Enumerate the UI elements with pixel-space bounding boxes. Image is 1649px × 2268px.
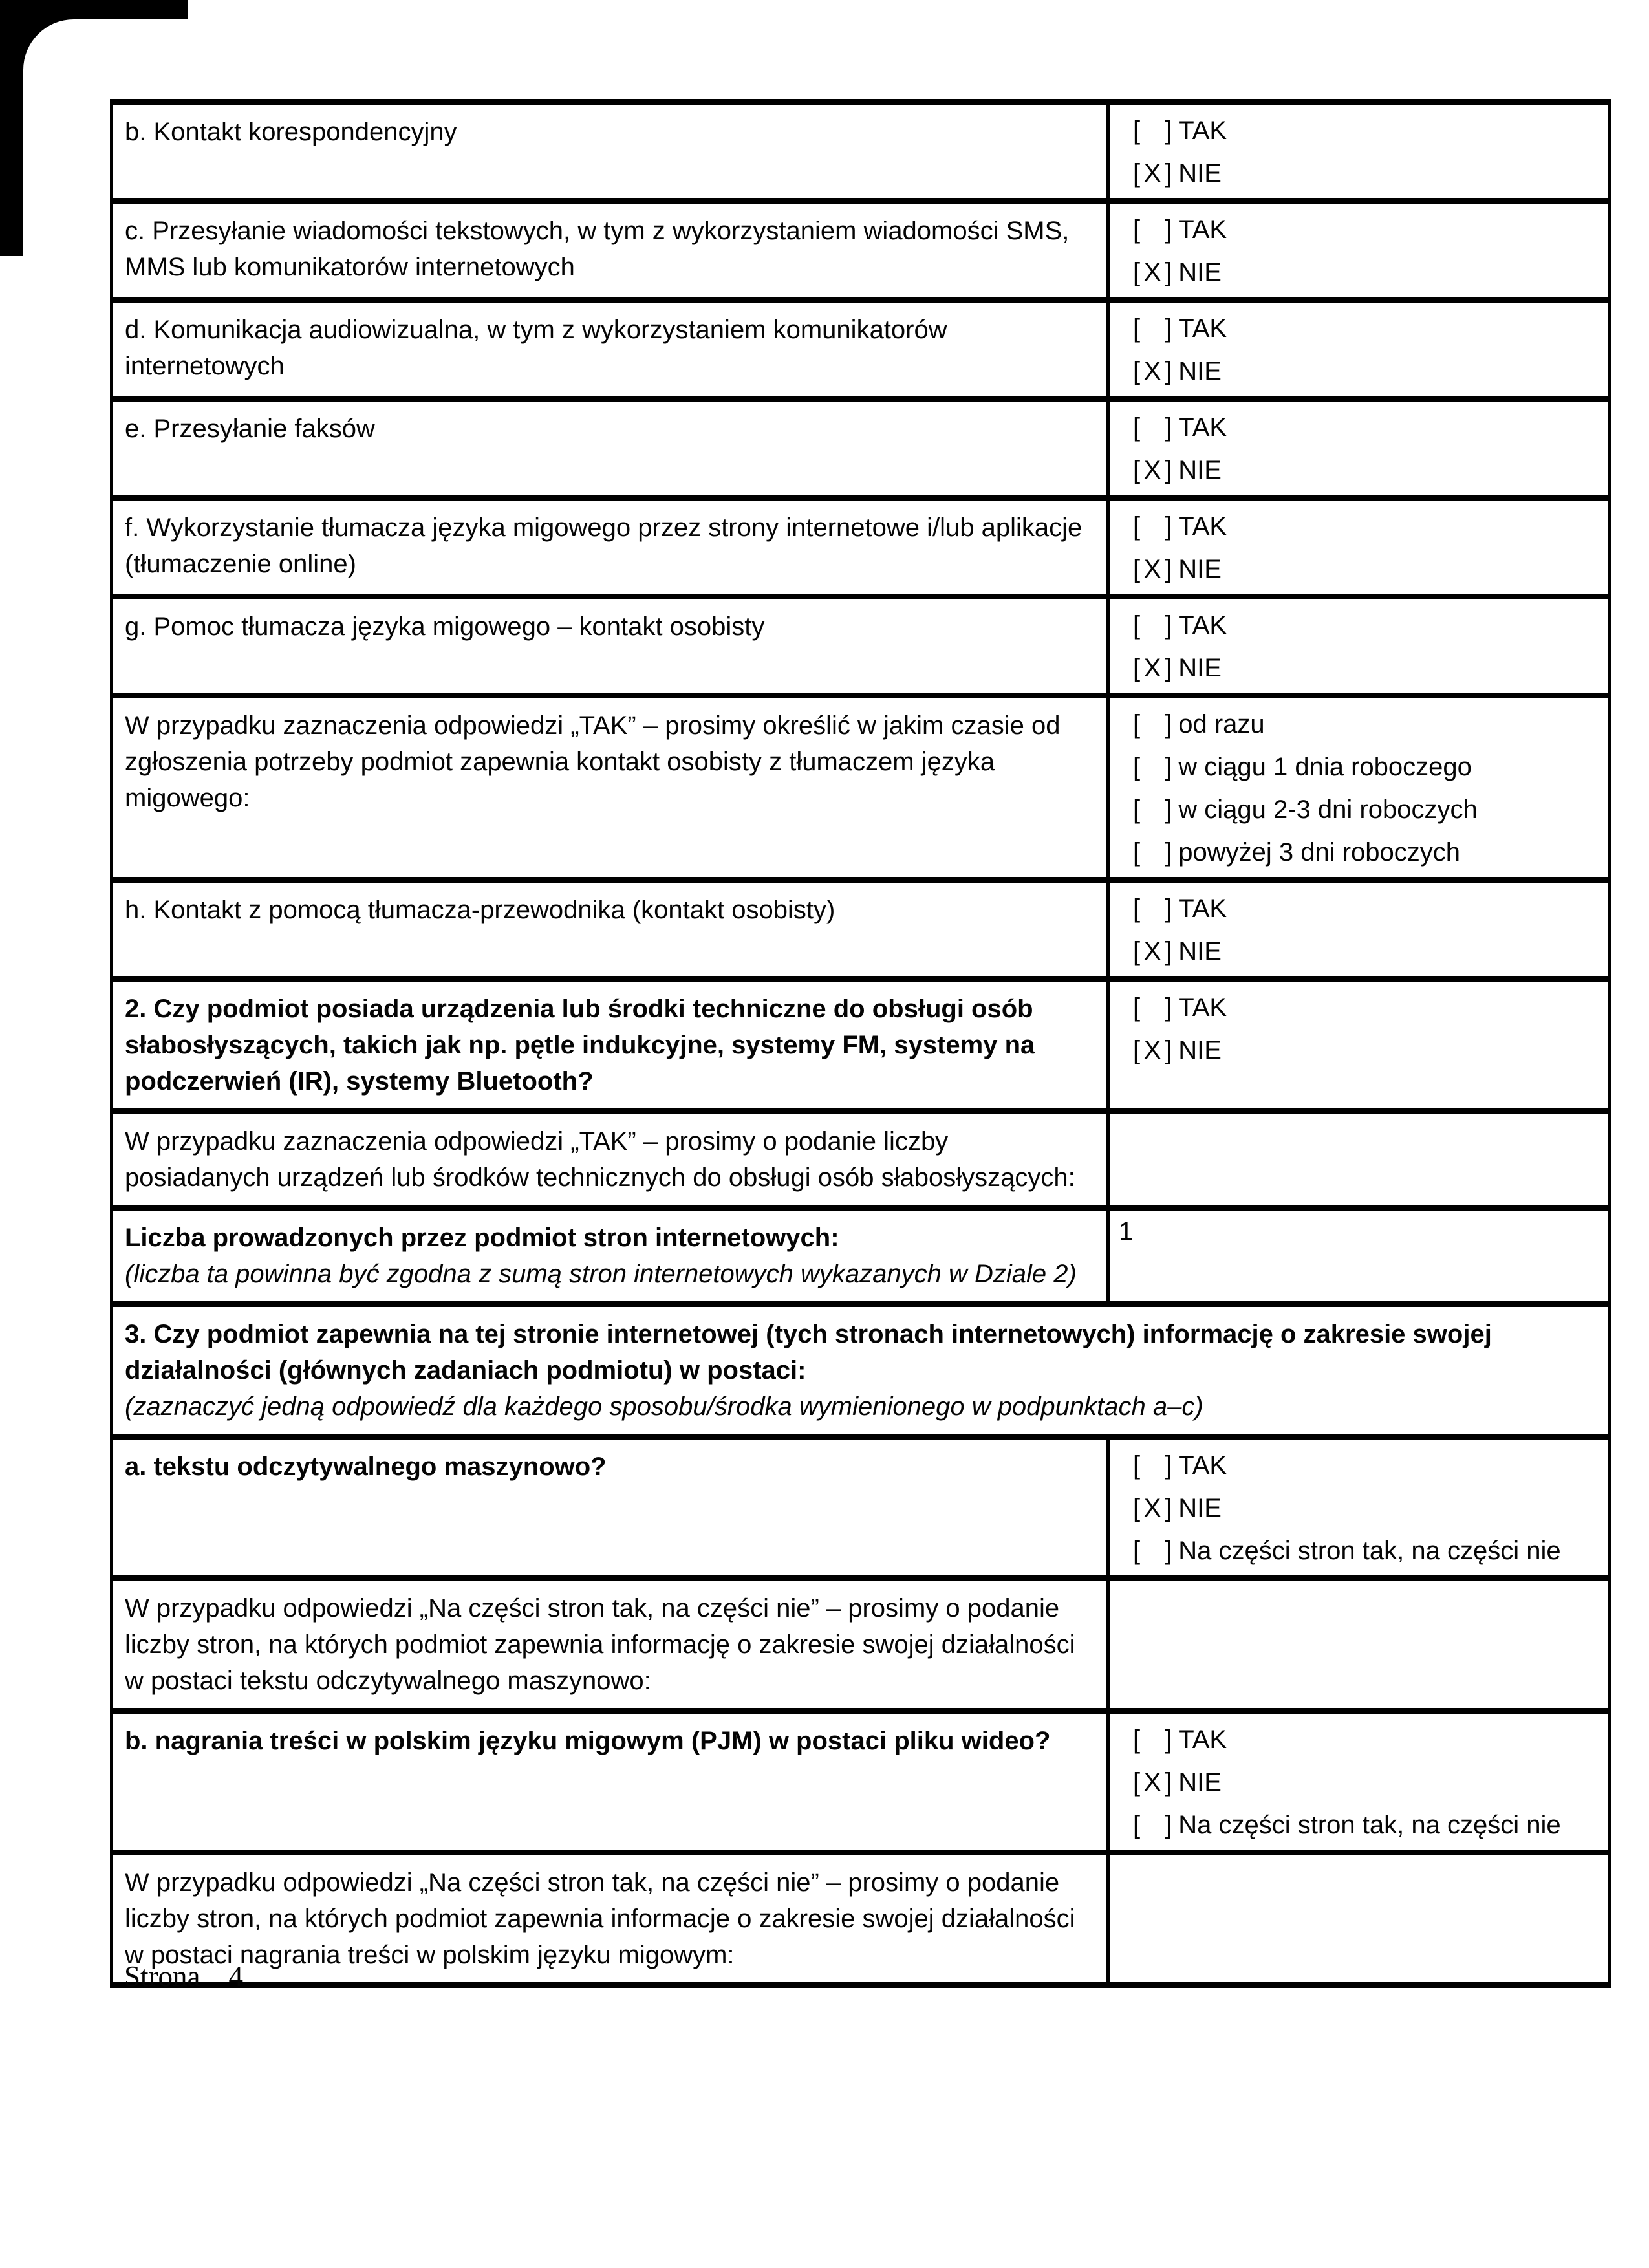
question-text: 3. Czy podmiot zapewnia na tej stronie internetowej (tych stronach internetowych) informację o zakresie swojej działalności (głównych zadaniach podmiotu) w postaci: — [125, 1320, 1492, 1385]
table-row — [113, 402, 1608, 501]
option-label: Na części stron tak, na części nie — [1178, 1811, 1561, 1839]
table-row — [113, 698, 1608, 883]
option-label: NIE — [1178, 1494, 1222, 1522]
question-text: W przypadku odpowiedzi „Na części stron tak, na części nie” – prosimy o podanie liczby stron, na których podmiot zapewnia informację o zakresie swojej działalności w postaci tekstu odczytywalnego maszynowo: — [125, 1594, 1075, 1695]
option-label: NIE — [1178, 159, 1222, 188]
option-label: TAK — [1178, 894, 1227, 923]
checkbox-option — [1133, 1490, 1604, 1526]
checkbox-option — [1133, 211, 1604, 248]
checkbox-option — [1133, 1807, 1604, 1843]
answer-cell — [1110, 1440, 1608, 1575]
checkbox-unchecked-icon: [ ] — [1133, 1451, 1172, 1480]
answer-cell — [1110, 1114, 1608, 1205]
checkbox-unchecked-icon: [ ] — [1133, 1537, 1172, 1565]
checkbox-unchecked-icon: [ ] — [1133, 1725, 1172, 1754]
answer-cell — [1110, 698, 1608, 877]
question-text: (liczba ta powinna być zgodna z sumą stron internetowych wykazanych w Dziale 2) — [125, 1260, 1077, 1288]
checkbox-unchecked-icon: [ ] — [1133, 215, 1172, 244]
question-text: g. Pomoc tłumacza języka migowego – kontakt osobisty — [125, 612, 765, 641]
checkbox-option — [1133, 452, 1604, 488]
answer-cell — [1110, 599, 1608, 693]
table-row — [113, 883, 1608, 982]
option-label: NIE — [1178, 1036, 1222, 1064]
checkbox-unchecked-icon: [ ] — [1133, 894, 1172, 923]
answer-cell — [1110, 501, 1608, 594]
question-cell — [113, 1211, 1110, 1301]
table-row — [113, 1714, 1608, 1855]
question-cell — [113, 303, 1110, 396]
page-footer — [124, 1960, 243, 1993]
checkbox-option — [1133, 1533, 1604, 1569]
option-label: NIE — [1178, 456, 1222, 484]
option-label: NIE — [1178, 555, 1222, 583]
option-label: TAK — [1178, 215, 1227, 244]
question-cell — [113, 1581, 1110, 1708]
answer-cell — [1110, 402, 1608, 495]
question-text: W przypadku zaznaczenia odpowiedzi „TAK” – prosimy określić w jakim czasie od zgłoszenia potrzeby podmiot zapewnia kontakt osobisty z tłumaczem języka migowego: — [125, 711, 1061, 812]
question-cell — [113, 501, 1110, 594]
checkbox-option — [1133, 706, 1604, 742]
question-text: b. Kontakt korespondencyjny — [125, 118, 457, 146]
question-cell — [113, 1307, 1608, 1434]
checkbox-checked-icon: [ X ] — [1133, 1036, 1172, 1064]
question-text: Liczba prowadzonych przez podmiot stron internetowych: — [125, 1224, 839, 1252]
answer-cell — [1110, 1714, 1608, 1850]
checkbox-checked-icon: [ X ] — [1133, 1768, 1172, 1797]
answer-cell — [1110, 982, 1608, 1108]
checkbox-option — [1133, 1722, 1604, 1758]
option-label: TAK — [1178, 993, 1227, 1022]
checkbox-checked-icon: [ X ] — [1133, 258, 1172, 286]
question-text: b. nagrania treści w polskim języku migowym (PJM) w postaci pliku wideo? — [125, 1727, 1051, 1755]
question-text: h. Kontakt z pomocą tłumacza-przewodnika (kontakt osobisty) — [125, 896, 835, 924]
option-label: NIE — [1178, 258, 1222, 286]
question-cell — [113, 402, 1110, 495]
checkbox-option — [1133, 113, 1604, 149]
checkbox-checked-icon: [ X ] — [1133, 357, 1172, 385]
question-cell — [113, 105, 1110, 198]
option-label: TAK — [1178, 1451, 1227, 1480]
page-number: 4 — [228, 1960, 243, 1993]
table-row — [113, 303, 1608, 402]
option-label: NIE — [1178, 654, 1222, 682]
checkbox-unchecked-icon: [ ] — [1133, 611, 1172, 640]
checkbox-option — [1133, 834, 1604, 870]
checkbox-option — [1133, 508, 1604, 545]
checkbox-unchecked-icon: [ ] — [1133, 314, 1172, 343]
table-row — [113, 501, 1608, 599]
answer-value: 1 — [1119, 1217, 1134, 1246]
checkbox-option — [1133, 353, 1604, 389]
footer-label: Strona — [124, 1960, 200, 1993]
table-row — [113, 1440, 1608, 1581]
option-label: w ciągu 1 dnia roboczego — [1178, 753, 1472, 781]
question-text: e. Przesyłanie faksów — [125, 415, 375, 443]
option-label: TAK — [1178, 116, 1227, 145]
question-cell — [113, 1855, 1110, 1982]
checkbox-checked-icon: [ X ] — [1133, 654, 1172, 682]
question-text: 2. Czy podmiot posiada urządzenia lub środki techniczne do obsługi osób słabosłyszących, takich jak np. pętle indukcyjne, systemy FM, systemy na podczerwień (IR), systemy Bluetooth? — [125, 995, 1035, 1096]
checkbox-unchecked-icon: [ ] — [1133, 512, 1172, 541]
answer-cell — [1110, 303, 1608, 396]
checkbox-unchecked-icon: [ ] — [1133, 993, 1172, 1022]
table-row — [113, 1114, 1608, 1211]
question-text: f. Wykorzystanie tłumacza języka migowego przez strony internetowe i/lub aplikacje (tłumaczenie online) — [125, 513, 1083, 578]
answer-cell — [1110, 1211, 1608, 1301]
checkbox-option — [1133, 409, 1604, 446]
checkbox-unchecked-icon: [ ] — [1133, 1811, 1172, 1839]
question-text: d. Komunikacja audiowizualna, w tym z wykorzystaniem komunikatorów internetowych — [125, 316, 947, 380]
checkbox-option — [1133, 989, 1604, 1026]
question-cell — [113, 1114, 1110, 1205]
checkbox-option — [1133, 1447, 1604, 1484]
option-label: TAK — [1178, 314, 1227, 343]
checkbox-option — [1133, 891, 1604, 927]
checkbox-checked-icon: [ X ] — [1133, 159, 1172, 188]
checkbox-option — [1133, 1032, 1604, 1068]
answer-cell — [1110, 883, 1608, 976]
checkbox-option — [1133, 1764, 1604, 1800]
table-row — [113, 1855, 1608, 1988]
checkbox-option — [1133, 933, 1604, 969]
option-label: od razu — [1178, 710, 1265, 739]
checkbox-unchecked-icon: [ ] — [1133, 795, 1172, 824]
option-label: Na części stron tak, na części nie — [1178, 1537, 1561, 1565]
question-cell — [113, 599, 1110, 693]
option-label: NIE — [1178, 357, 1222, 385]
option-label: NIE — [1178, 937, 1222, 966]
checkbox-unchecked-icon: [ ] — [1133, 710, 1172, 739]
checkbox-unchecked-icon: [ ] — [1133, 753, 1172, 781]
option-label: TAK — [1178, 413, 1227, 442]
table-row — [113, 1211, 1608, 1307]
table-row — [113, 204, 1608, 303]
checkbox-checked-icon: [ X ] — [1133, 456, 1172, 484]
checkbox-unchecked-icon: [ ] — [1133, 116, 1172, 145]
option-label: TAK — [1178, 1725, 1227, 1754]
question-cell — [113, 1714, 1110, 1850]
answer-cell — [1110, 204, 1608, 297]
question-cell — [113, 204, 1110, 297]
question-cell — [113, 698, 1110, 877]
option-label: w ciągu 2-3 dni roboczych — [1178, 795, 1478, 824]
checkbox-option — [1133, 310, 1604, 347]
option-label: NIE — [1178, 1768, 1222, 1797]
table-row — [113, 105, 1608, 204]
table-row — [113, 599, 1608, 698]
option-label: TAK — [1178, 512, 1227, 541]
question-text: c. Przesyłanie wiadomości tekstowych, w tym z wykorzystaniem wiadomości SMS, MMS lub komunikatorów internetowych — [125, 217, 1070, 281]
option-label: powyżej 3 dni roboczych — [1178, 838, 1461, 867]
question-cell — [113, 1440, 1110, 1575]
question-text: W przypadku odpowiedzi „Na części stron tak, na części nie” – prosimy o podanie liczby stron, na których podmiot zapewnia informacje o zakresie swojej działalności w postaci nagrania treści w polskim języku migowym: — [125, 1868, 1075, 1969]
checkbox-option — [1133, 607, 1604, 643]
checkbox-option — [1133, 254, 1604, 290]
checkbox-option — [1133, 155, 1604, 191]
option-label: TAK — [1178, 611, 1227, 640]
table-row — [113, 1581, 1608, 1714]
checkbox-unchecked-icon: [ ] — [1133, 413, 1172, 442]
checkbox-checked-icon: [ X ] — [1133, 555, 1172, 583]
question-text: W przypadku zaznaczenia odpowiedzi „TAK” – prosimy o podanie liczby posiadanych urządzeń lub środków technicznych do obsługi osób słabosłyszących: — [125, 1127, 1075, 1192]
scan-corner-top-bar — [0, 0, 188, 19]
form-table — [110, 99, 1611, 1988]
checkbox-option — [1133, 650, 1604, 686]
checkbox-unchecked-icon: [ ] — [1133, 838, 1172, 867]
answer-cell — [1110, 1855, 1608, 1982]
checkbox-option — [1133, 749, 1604, 785]
question-text: (zaznaczyć jedną odpowiedź dla każdego sposobu/środka wymienionego w podpunktach a–c) — [125, 1392, 1203, 1421]
checkbox-option — [1133, 792, 1604, 828]
checkbox-checked-icon: [ X ] — [1133, 937, 1172, 966]
table-row — [113, 1307, 1608, 1440]
question-cell — [113, 982, 1110, 1108]
table-row — [113, 982, 1608, 1114]
scan-corner-side-bar — [0, 0, 23, 256]
question-text: a. tekstu odczytywalnego maszynowo? — [125, 1453, 607, 1481]
question-cell — [113, 883, 1110, 976]
checkbox-option — [1133, 551, 1604, 587]
answer-cell — [1110, 1581, 1608, 1708]
answer-cell — [1110, 105, 1608, 198]
checkbox-checked-icon: [ X ] — [1133, 1494, 1172, 1522]
